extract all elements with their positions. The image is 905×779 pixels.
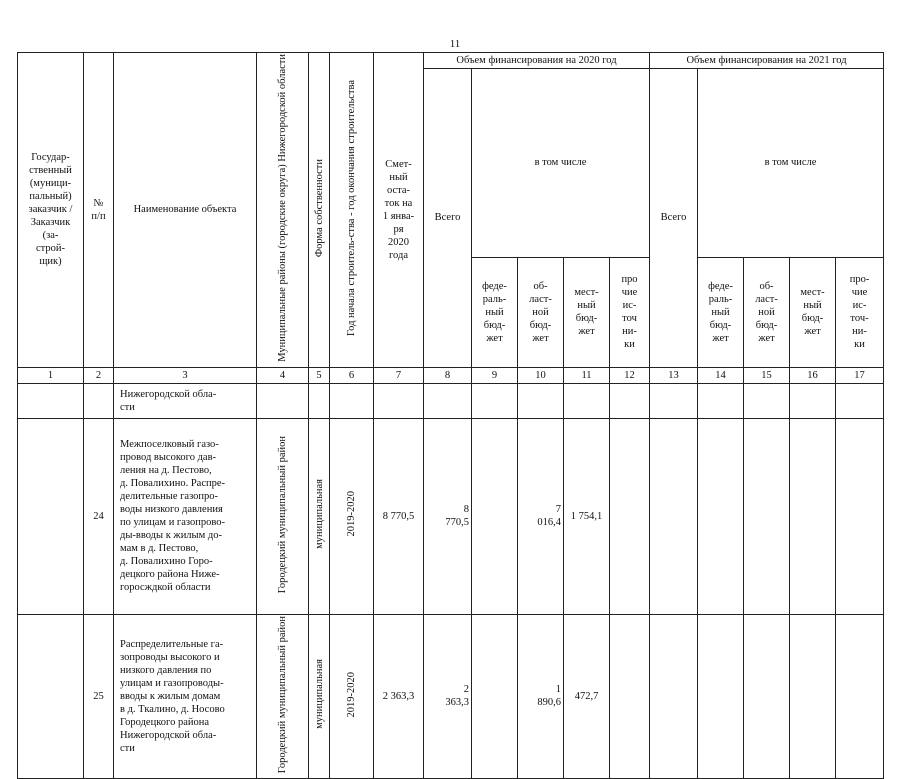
col-number: 4 (257, 367, 309, 383)
cell-total-2020 (424, 383, 472, 418)
cell-other-2021 (836, 614, 884, 778)
cell-local-2021 (790, 383, 836, 418)
cell-regional-2021 (744, 418, 790, 614)
header-fin-2021: Объем финансирования на 2021 год (650, 53, 884, 69)
cell-years (330, 614, 374, 778)
header-num: № п/п (84, 53, 114, 368)
header-incl-2021: в том числе (698, 69, 884, 258)
col-number: 6 (330, 367, 374, 383)
cell-estimate: 2 363,3 (374, 614, 424, 778)
cell-num (84, 383, 114, 418)
header-estimate: Смет- ный оста- ток на 1 янва- ря 2020 года (374, 53, 424, 368)
col-number: 16 (790, 367, 836, 383)
cell-local-2021 (790, 418, 836, 614)
cell-num: 25 (84, 614, 114, 778)
cell-customer (18, 383, 84, 418)
cell-district (257, 614, 309, 778)
header-fin-2020: Объем финансирования на 2020 год (424, 53, 650, 69)
financing-table (17, 52, 884, 779)
ownership-text: муниципальная (313, 479, 325, 550)
cell-district (257, 383, 309, 418)
years-text: 2019-2020 (346, 671, 357, 718)
header-total-2020: Всего (424, 69, 472, 368)
cell-total-2021 (650, 614, 698, 778)
header-row-1 (18, 53, 884, 69)
cell-other-2020 (610, 418, 650, 614)
header-years-cell (330, 53, 374, 368)
col-number: 11 (564, 367, 610, 383)
header-districts-cell (257, 53, 309, 368)
header-other-2021: про- чие ис- точ- ни- ки (836, 257, 884, 367)
cell-other-2021 (836, 418, 884, 614)
cell-regional-2020: 1 890,6 (518, 614, 564, 778)
cell-local-2020 (564, 383, 610, 418)
table-row (18, 383, 884, 418)
col-number: 7 (374, 367, 424, 383)
cell-object-name: Нижегородской обла- сти (114, 383, 257, 418)
cell-customer (18, 418, 84, 614)
cell-federal-2021 (698, 614, 744, 778)
cell-ownership (309, 383, 330, 418)
header-federal-2020: феде- раль- ный бюд- жет (472, 257, 518, 367)
cell-total-2020: 8 770,5 (424, 418, 472, 614)
header-regional-2020: об- ласт- ной бюд- жет (518, 257, 564, 367)
cell-object-name: Межпоселковый газо- провод высокого дав- ления на д. Пестово, д. Повалихино. Распре- делительные газопро- воды низкого давления по улицам и газопрово- ды-вводы к жилым до- мам в д. Пестово, д. Повалихино Горо- децкого района Ниже- горосждкой области (114, 418, 257, 614)
col-number: 2 (84, 367, 114, 383)
header-customer: Государ- ственный (муници- пальный) заказчик / Заказчик (за- строй- щик) (18, 53, 84, 368)
cell-total-2020: 2 363,3 (424, 614, 472, 778)
cell-total-2021 (650, 383, 698, 418)
cell-federal-2021 (698, 418, 744, 614)
table-row (18, 614, 884, 778)
column-numbers-row (18, 367, 884, 383)
col-number: 12 (610, 367, 650, 383)
cell-federal-2020 (472, 614, 518, 778)
header-object-name: Наименование объекта (114, 53, 257, 368)
cell-years (330, 383, 374, 418)
cell-regional-2021 (744, 383, 790, 418)
page-number: 11 (449, 38, 461, 50)
cell-federal-2021 (698, 383, 744, 418)
col-number: 13 (650, 367, 698, 383)
cell-total-2021 (650, 418, 698, 614)
header-ownership: Форма собственности (313, 158, 325, 257)
header-local-2021: мест- ный бюд- жет (790, 257, 836, 367)
header-federal-2021: феде- раль- ный бюд- жет (698, 257, 744, 367)
cell-local-2020: 1 754,1 (564, 418, 610, 614)
col-number: 8 (424, 367, 472, 383)
header-incl-2020: в том числе (472, 69, 650, 258)
cell-ownership (309, 418, 330, 614)
header-years: Год начала строитель-ства - год окончания строительства (346, 79, 357, 336)
table-row (18, 418, 884, 614)
header-ownership-cell (309, 53, 330, 368)
cell-object-name: Распределительные га- зопроводы высокого и низкого давления по улицам и газопроводы- вводы к жилым домам в д. Ткалино, д. Носово Городецкого района Нижегородской обла- сти (114, 614, 257, 778)
col-number: 3 (114, 367, 257, 383)
cell-local-2020: 472,7 (564, 614, 610, 778)
col-number: 9 (472, 367, 518, 383)
col-number: 5 (309, 367, 330, 383)
header-other-2020: про чие ис- точ ни- ки (610, 257, 650, 367)
cell-ownership (309, 614, 330, 778)
col-number: 14 (698, 367, 744, 383)
cell-estimate (374, 383, 424, 418)
cell-federal-2020 (472, 383, 518, 418)
cell-num: 24 (84, 418, 114, 614)
cell-regional-2020: 7 016,4 (518, 418, 564, 614)
cell-estimate: 8 770,5 (374, 418, 424, 614)
cell-other-2020 (610, 614, 650, 778)
col-number: 17 (836, 367, 884, 383)
district-text: Городецкий муниципальный район (277, 615, 288, 773)
header-regional-2021: об- ласт- ной бюд- жет (744, 257, 790, 367)
ownership-text: муниципальная (313, 659, 325, 730)
header-local-2020: мест- ный бюд- жет (564, 257, 610, 367)
cell-federal-2020 (472, 418, 518, 614)
district-text: Городецкий муниципальный район (277, 435, 288, 593)
header-districts: Муниципальные районы (городские округа) Нижегородской области (277, 54, 288, 362)
years-text: 2019-2020 (346, 491, 357, 537)
col-number: 1 (18, 367, 84, 383)
cell-regional-2020 (518, 383, 564, 418)
col-number: 10 (518, 367, 564, 383)
cell-other-2021 (836, 383, 884, 418)
cell-district (257, 418, 309, 614)
cell-local-2021 (790, 614, 836, 778)
cell-customer (18, 614, 84, 778)
cell-other-2020 (610, 383, 650, 418)
cell-years (330, 418, 374, 614)
header-total-2021: Всего (650, 69, 698, 368)
col-number: 15 (744, 367, 790, 383)
cell-regional-2021 (744, 614, 790, 778)
